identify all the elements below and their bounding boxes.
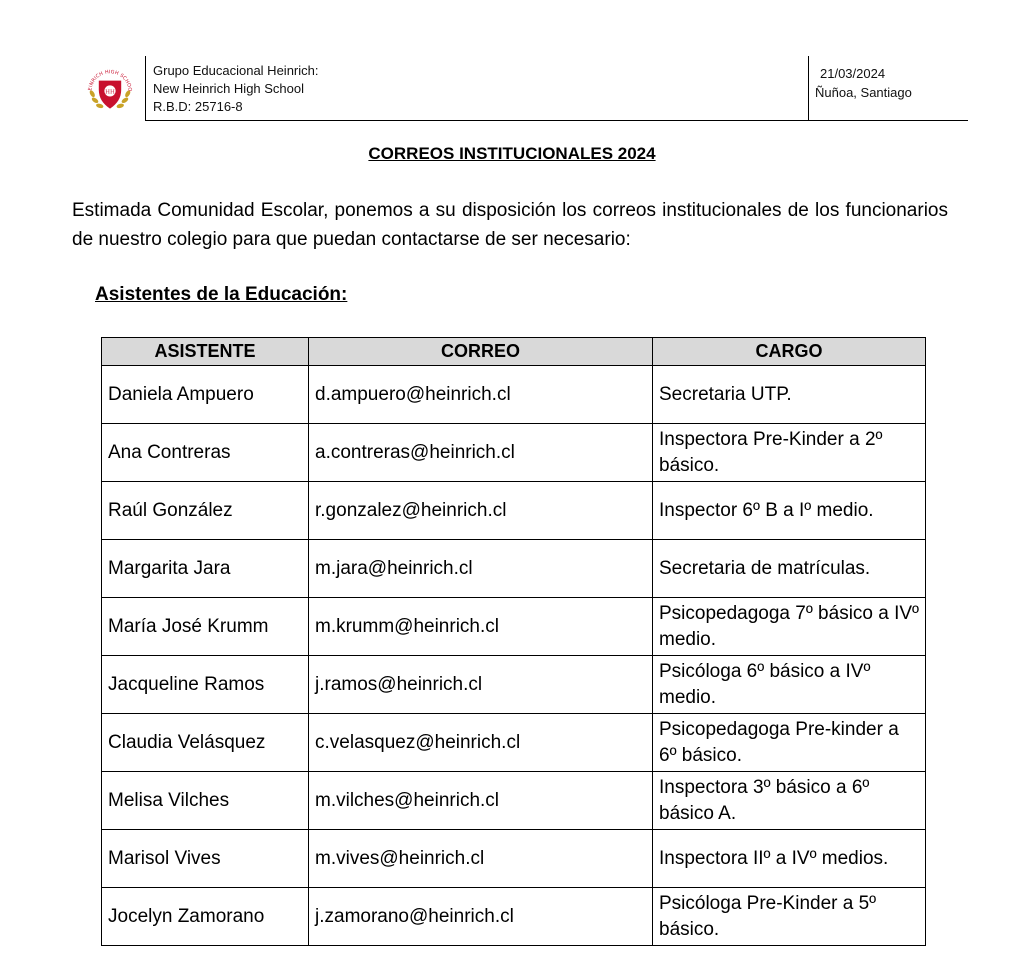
- column-header-correo: CORREO: [309, 338, 653, 366]
- svg-text:HEINRICH HIGH SCHOOL: EINRICH HIGH SCHOO: [87, 69, 133, 92]
- svg-text:HH: HH: [105, 89, 115, 96]
- document-date: 21/03/2024: [820, 66, 886, 81]
- staff-role-cell: Inspector 6º B a Iº medio.: [653, 482, 926, 540]
- staff-email-cell: a.contreras@heinrich.cl: [309, 424, 653, 482]
- staff-email-cell: r.gonzalez@heinrich.cl: [309, 482, 653, 540]
- header-rule: [145, 120, 968, 121]
- table-row: [102, 540, 926, 598]
- document-header: [0, 0, 1024, 125]
- table-row: [102, 888, 926, 946]
- staff-name-cell: Melisa Vilches: [102, 772, 309, 830]
- column-header-asistente: ASISTENTE: [102, 338, 309, 366]
- staff-role-cell: Inspectora Pre-Kinder a 2º básico.: [653, 424, 926, 482]
- staff-email-cell: j.ramos@heinrich.cl: [309, 656, 653, 714]
- document-location: Ñuñoa, Santiago: [815, 85, 912, 100]
- table-row: [102, 482, 926, 540]
- staff-name-cell: Claudia Velásquez: [102, 714, 309, 772]
- staff-name-cell: Jocelyn Zamorano: [102, 888, 309, 946]
- staff-name-cell: Ana Contreras: [102, 424, 309, 482]
- staff-email-cell: c.velasquez@heinrich.cl: [309, 714, 653, 772]
- staff-role-cell: Secretaria de matrículas.: [653, 540, 926, 598]
- staff-role-cell: Psicopedagoga 7º básico a IVº medio.: [653, 598, 926, 656]
- table-header-row: [102, 338, 926, 366]
- staff-name-cell: Marisol Vives: [102, 830, 309, 888]
- table-row: [102, 424, 926, 482]
- staff-name-cell: Jacqueline Ramos: [102, 656, 309, 714]
- staff-name-cell: Daniela Ampuero: [102, 366, 309, 424]
- staff-role-cell: Psicóloga 6º básico a IVº medio.: [653, 656, 926, 714]
- institution-group: Grupo Educacional Heinrich:: [153, 63, 319, 78]
- staff-email-table: [101, 337, 926, 946]
- staff-role-cell: Inspectora 3º básico a 6º básico A.: [653, 772, 926, 830]
- staff-email-cell: m.vives@heinrich.cl: [309, 830, 653, 888]
- institution-school: New Heinrich High School: [153, 81, 305, 96]
- column-header-cargo: CARGO: [653, 338, 926, 366]
- staff-email-cell: m.krumm@heinrich.cl: [309, 598, 653, 656]
- document-title: CORREOS INSTITUCIONALES 2024: [368, 144, 656, 163]
- staff-name-cell: María José Krumm: [102, 598, 309, 656]
- table-row: [102, 656, 926, 714]
- staff-role-cell: Secretaria UTP.: [653, 366, 926, 424]
- staff-role-cell: Psicopedagoga Pre-kinder a 6º básico.: [653, 714, 926, 772]
- table-row: [102, 714, 926, 772]
- table-row: [102, 772, 926, 830]
- staff-role-cell: Inspectora IIº a IVº medios.: [653, 830, 926, 888]
- date-location: [815, 64, 912, 102]
- header-divider-right: [808, 56, 809, 120]
- table-row: [102, 830, 926, 888]
- institution-info: [153, 62, 318, 116]
- header-divider-left: [145, 56, 146, 120]
- staff-email-cell: j.zamorano@heinrich.cl: [309, 888, 653, 946]
- intro-paragraph: Estimada Comunidad Escolar, ponemos a su disposición los correos institucionales de los funcionarios de nuestro colegio para que puedan contactarse de ser necesario:: [72, 200, 948, 250]
- institution-rbd: R.B.D: 25716-8: [153, 99, 243, 114]
- staff-email-cell: d.ampuero@heinrich.cl: [309, 366, 653, 424]
- section-heading: Asistentes de la Educación:: [95, 284, 348, 305]
- table-row: [102, 598, 926, 656]
- staff-name-cell: Margarita Jara: [102, 540, 309, 598]
- staff-name-cell: Raúl González: [102, 482, 309, 540]
- staff-email-cell: m.vilches@heinrich.cl: [309, 772, 653, 830]
- school-logo: [82, 62, 138, 118]
- staff-role-cell: Psicóloga Pre-Kinder a 5º básico.: [653, 888, 926, 946]
- staff-email-cell: m.jara@heinrich.cl: [309, 540, 653, 598]
- table-row: [102, 366, 926, 424]
